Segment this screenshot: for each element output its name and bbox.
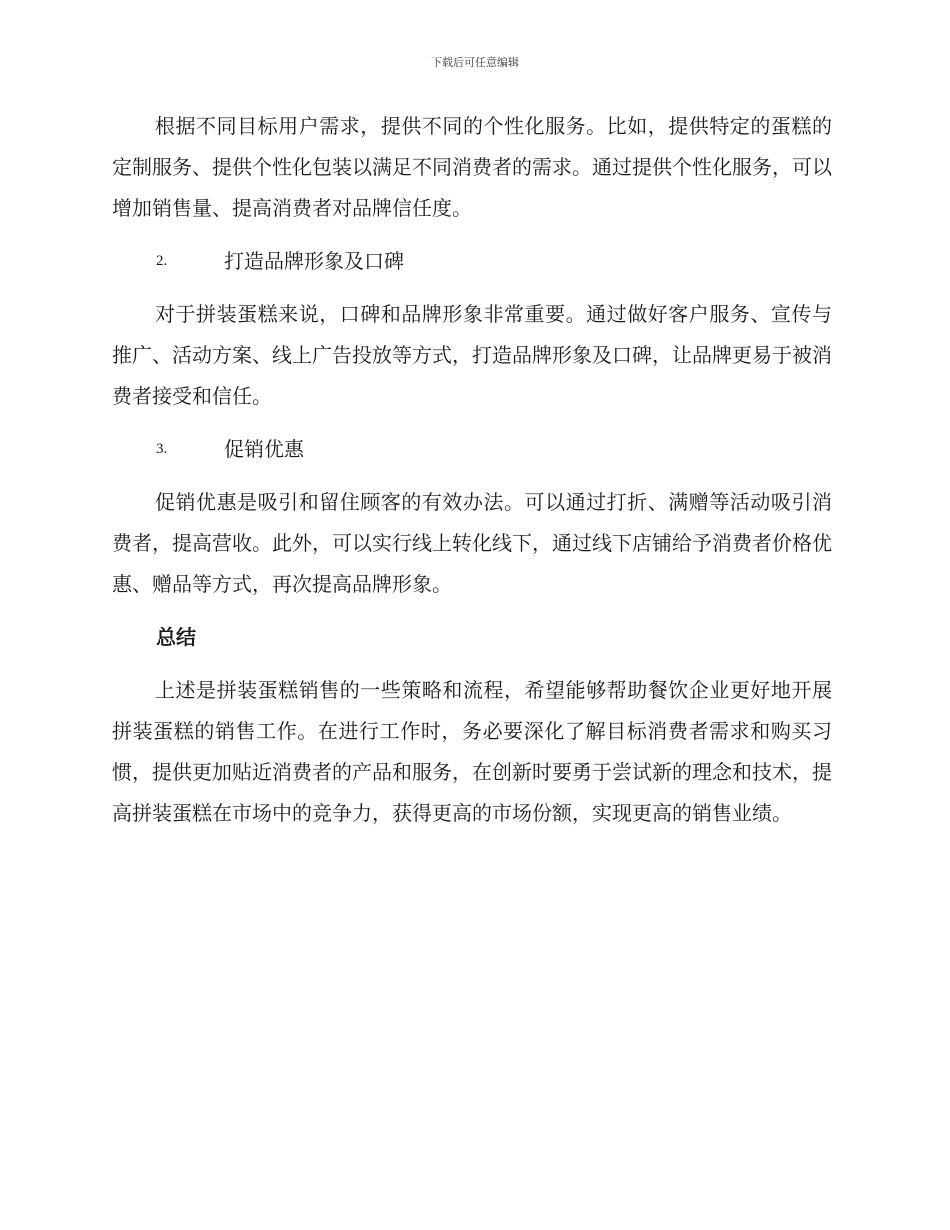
list-item-text: 促销优惠	[224, 437, 304, 461]
list-number: 2.	[156, 253, 168, 269]
list-item-promotion	[112, 429, 832, 470]
paragraph-personalized-service: 根据不同目标用户需求，提供不同的个性化服务。比如，提供特定的蛋糕的定制服务、提供个性化包装以满足不同消费者的需求。通过提供个性化服务，可以增加销售量、提高消费者对品牌信任度。	[112, 114, 832, 220]
paragraph-summary: 上述是拼装蛋糕销售的一些策略和流程，希望能够帮助餐饮企业更好地开展拼装蛋糕的销售工作。在进行工作时，务必要深化了解目标消费者需求和购买习惯，提供更加贴近消费者的产品和服务，在创新时要勇于尝试新的理念和技术，提高拼装蛋糕在市场中的竞争力，获得更高的市场份额，实现更高的销售业绩。	[112, 678, 832, 825]
list-number: 3.	[156, 441, 168, 457]
paragraph-promotion: 促销优惠是吸引和留住顾客的有效办法。可以通过打折、满赠等活动吸引消费者，提高营收。此外，可以实行线上转化线下，通过线下店铺给予消费者价格优惠、赠品等方式，再次提高品牌形象。	[112, 490, 832, 596]
list-item-text: 打造品牌形象及口碑	[224, 249, 404, 273]
paragraph-brand-image: 对于拼装蛋糕来说，口碑和品牌形象非常重要。通过做好客户服务、宣传与推广、活动方案、线上广告投放等方式，打造品牌形象及口碑，让品牌更易于被消费者接受和信任。	[112, 302, 832, 408]
section-heading-summary: 总结	[156, 625, 196, 649]
list-item-brand-image	[112, 241, 832, 282]
page-header: 下载后可任意编辑	[431, 56, 519, 69]
document-body	[112, 106, 832, 846]
